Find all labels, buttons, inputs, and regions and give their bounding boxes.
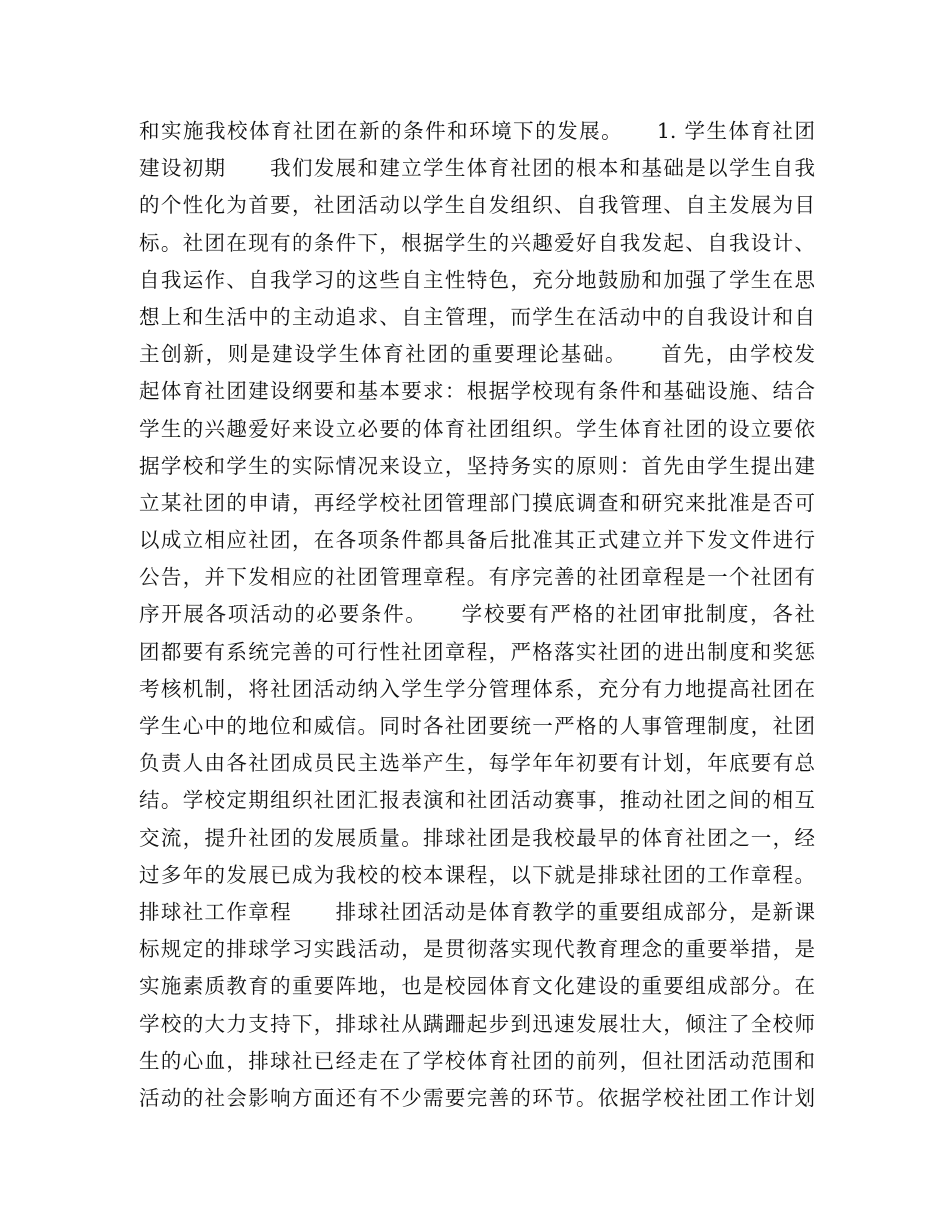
text-line: 生的心血，排球社已经走在了学校体育社团的前列，但社团活动范围和 — [139, 1048, 815, 1073]
text-line: 排球社工作章程 排球社团活动是体育教学的重要组成部分，是新课 — [139, 899, 815, 924]
text-line: 负责人由各社团成员民主选举产生，每学年年初要有计划，年底要有总 — [139, 751, 815, 776]
text-line: 活动的社会影响方面还有不少需要完善的环节。依据学校社团工作计划 — [139, 1085, 815, 1110]
text-line: 公告，并下发相应的社团管理章程。有序完善的社团章程是一个社团有 — [139, 565, 815, 590]
text-line: 以成立相应社团，在各项条件都具备后批准其正式建立并下发文件进行 — [139, 528, 815, 553]
text-line: 实施素质教育的重要阵地，也是校园体育文化建设的重要组成部分。在 — [139, 974, 815, 999]
body-text — [139, 113, 815, 1117]
text-line: 据学校和学生的实际情况来设立，坚持务实的原则：首先由学生提出建 — [139, 453, 815, 478]
text-line: 学生的兴趣爱好来设立必要的体育社团组织。学生体育社团的设立要依 — [139, 416, 815, 441]
text-line: 标规定的排球学习实践活动，是贯彻落实现代教育理念的重要举措，是 — [139, 937, 815, 962]
text-line: 序开展各项活动的必要条件。 学校要有严格的社团审批制度，各社 — [139, 602, 815, 627]
text-line: 团都要有系统完善的可行性社团章程，严格落实社团的进出制度和奖惩 — [139, 639, 815, 664]
text-line: 建设初期 我们发展和建立学生体育社团的根本和基础是以学生自我 — [139, 156, 815, 181]
text-line: 想上和生活中的主动追求、自主管理，而学生在活动中的自我设计和自 — [139, 304, 815, 329]
text-line: 学校的大力支持下，排球社从蹒跚起步到迅速发展壮大，倾注了全校师 — [139, 1011, 815, 1036]
text-line: 立某社团的申请，再经学校社团管理部门摸底调查和研究来批准是否可 — [139, 490, 815, 515]
text-line: 学生心中的地位和威信。同时各社团要统一严格的人事管理制度，社团 — [139, 714, 815, 738]
text-line: 交流，提升社团的发展质量。排球社团是我校最早的体育社团之一，经 — [139, 825, 815, 850]
text-line: 起体育社团建设纲要和基本要求：根据学校现有条件和基础设施、结合 — [139, 379, 815, 404]
text-line: 和实施我校体育社团在新的条件和环境下的发展。 1. 学生体育社团 — [139, 119, 815, 143]
text-line: 考核机制，将社团活动纳入学生学分管理体系，充分有力地提高社团在 — [139, 676, 815, 701]
text-line: 结。学校定期组织社团汇报表演和社团活动赛事，推动社团之间的相互 — [139, 788, 815, 813]
text-line: 的个性化为首要，社团活动以学生自发组织、自我管理、自主发展为目 — [139, 193, 815, 218]
text-line: 过多年的发展已成为我校的校本课程，以下就是排球社团的工作章程。 — [139, 862, 815, 887]
text-line: 主创新，则是建设学生体育社团的重要理论基础。 首先，由学校发 — [139, 342, 815, 367]
text-line: 自我运作、自我学习的这些自主性特色，充分地鼓励和加强了学生在思 — [139, 267, 815, 292]
text-line: 标。社团在现有的条件下，根据学生的兴趣爱好自我发起、自我设计、 — [139, 230, 815, 255]
